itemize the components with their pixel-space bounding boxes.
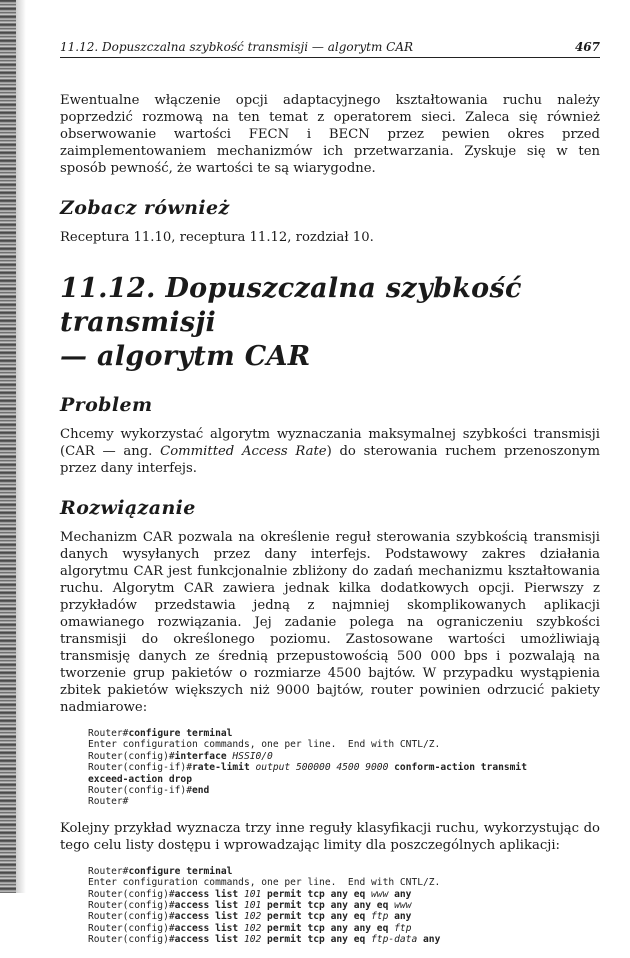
code-line: Router(config)#access list 101 permit tcp any any eq www: [88, 900, 412, 912]
code-prompt: Router#: [88, 865, 129, 877]
intro-paragraph: Ewentualne włączenie opcji adaptacyjnego kształtowania ruchu należy poprzedzić rozmową na ten temat z operatorem sieci. Zaleca się również obserwowanie wartości FECN i BECN przez pewien okres przed zaimplementowaniem mechanizmów ich przetwarzania. Zyskuje się w ten sposób pewność, że wartości te są wiarygodne.: [60, 93, 600, 176]
section-title: [60, 272, 600, 374]
see-also-text: Receptura 11.10, receptura 11.12, rozdział 10.: [60, 230, 374, 245]
code-line: Router(config)#access list 101 permit tcp any eq www any: [88, 888, 412, 900]
running-header: [60, 40, 600, 58]
code-command: interface: [174, 750, 233, 762]
code-command: conform-action transmit: [394, 762, 527, 774]
problem-text-part2: ) do sterowania ruchem przenoszonym przez dany interfejs.: [60, 444, 600, 476]
solution-paragraph-1: Mechanizm CAR pozwala na określenie reguł sterowania szybkością transmisji danych wysyłanych przez dany interfejs. Podstawowy zakres działania algorytmu CAR jest funkcjonalnie zbliżony do zadań mechanizmu kształtowania ruchu. Algorytm CAR zawiera jednak kilka dodatkowych opcji. Pierwszy z przykładów przedstawia jedną z najmniej skomplikowanych aplikacji omawianego rozwiązania. Jej zadanie polega na ograniczeniu szybkości transmisji do określonego poziomu. Zastosowane wartości umożliwiają transmisję danych ze średnią przepustowością 500 000 bps i pozwalają na tworzenie grup pakietów o rozmiarze 4500 bajtów. W przypadku wystąpienia zbitek pakietów większych niż 9000 bajtów, router powinien odrzucić pakiety nadmiarowe:: [60, 530, 600, 715]
see-also-heading: Zobacz również: [60, 197, 230, 219]
code-prompt: Router(config)#: [88, 750, 175, 762]
spine-gradient: [16, 0, 26, 893]
book-page: [60, 40, 600, 958]
code-command: end: [191, 785, 210, 797]
code-output: Enter configuration commands, one per line. End with CNTL/Z.: [88, 739, 441, 751]
code-listing-2: [88, 866, 600, 946]
problem-text-italic: Committed Access Rate: [160, 444, 327, 459]
problem-text-part1: Chcemy wykorzystać algorytm wyznaczania maksymalnej szybkości transmisji (CAR — ang.: [60, 427, 600, 459]
problem-text: [60, 426, 600, 477]
section-title-line2: — algorytm CAR: [60, 341, 311, 372]
book-spine-shadow: [0, 0, 16, 893]
code-command: rate-limit: [191, 762, 256, 774]
code-command: configure terminal: [128, 865, 233, 877]
code-prompt: Router(config-if)#: [88, 785, 192, 797]
code-line: Router(config)#access list 102 permit tcp any eq ftp any: [88, 911, 412, 923]
code-argument: HSSI0/0: [232, 750, 273, 762]
page-number: 467: [574, 40, 600, 54]
code-line: Router(config)#access list 102 permit tcp any eq ftp-data any: [88, 934, 441, 946]
code-argument: output 500000 4500 9000: [255, 762, 395, 774]
code-command: exceed-action drop: [88, 773, 192, 785]
section-title-line1: 11.12. Dopuszczalna szybkość transmisji: [60, 273, 522, 338]
code-prompt: Router(config-if)#: [88, 762, 192, 774]
code-prompt: Router#: [88, 796, 129, 808]
code-command: configure terminal: [128, 728, 233, 739]
code-line: Router(config)#access list 102 permit tcp any any eq ftp: [88, 922, 412, 934]
problem-heading: Problem: [60, 394, 153, 416]
code-output: Enter configuration commands, one per line. End with CNTL/Z.: [88, 877, 441, 889]
code-prompt: Router#: [88, 728, 129, 739]
solution-paragraph-2: Kolejny przykład wyznacza trzy inne reguły klasyfikacji ruchu, wykorzystując do tego celu listy dostępu i wprowadzając limity dla poszczególnych aplikacji:: [60, 820, 600, 853]
solution-heading: Rozwiązanie: [60, 497, 196, 519]
running-title: 11.12. Dopuszczalna szybkość transmisji — algorytm CAR: [60, 40, 414, 54]
code-listing-1: [88, 728, 600, 808]
